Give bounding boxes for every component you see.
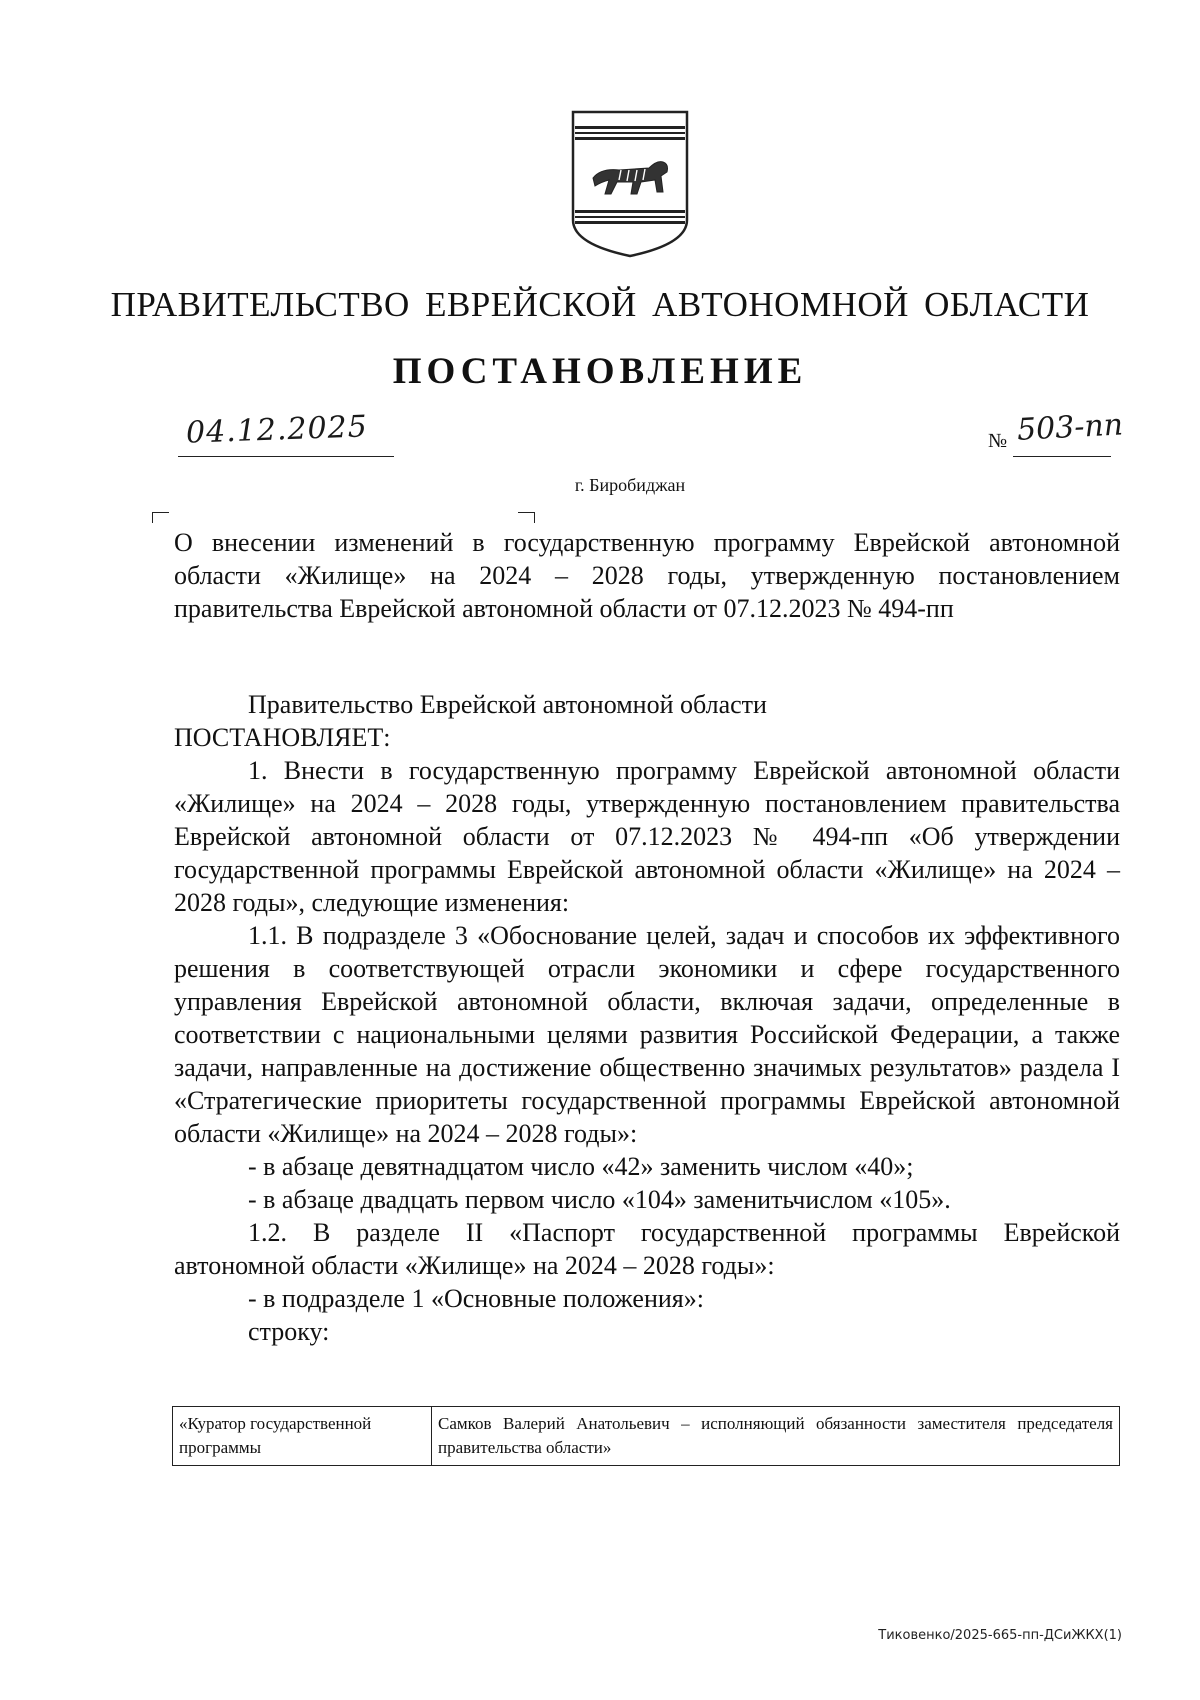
table-cell-label: «Куратор государственной программы <box>173 1407 432 1466</box>
handwritten-date: 04.12.2025 <box>185 409 369 451</box>
subject-bracket-right <box>518 512 535 523</box>
document-type-title: ПОСТАНОВЛЕНИЕ <box>392 351 808 392</box>
number-underline <box>1013 456 1111 457</box>
subsection-line: - в подразделе 1 «Основные положения»: <box>248 1284 704 1313</box>
bullet-1: - в абзаце девятнадцатом число «42» заменить числом «40»; <box>248 1152 914 1181</box>
subject-bracket-left <box>152 512 169 523</box>
resolves-word: ПОСТАНОВЛЯЕТ: <box>174 723 391 752</box>
paragraph-1: 1. Внести в государственную программу Еврейской автономной области «Жилище» на 2024 – 2028 годы, утвержденную постановлением правительства Еврейской автономной области от 07.12.2023 № 494-пп «Об утверждении государственной программы Еврейской автономной области «Жилище» на 2024 – 2028 годы», следующие изменения: <box>174 756 1120 917</box>
footer-document-code: Тиковенко/2025-665-пп-ДСиЖКХ(1) <box>878 1628 1122 1643</box>
bullet-2: - в абзаце двадцать первом число «104» заменитьчислом «105». <box>248 1185 951 1214</box>
document-subject: О внесении изменений в государственную программу Еврейской автономной области «Жилище» на 2024 – 2028 годы, утвержденную постановлением правительства Еврейской автономной области от 07.12.2023 № 494-пп <box>174 528 1120 623</box>
government-title: ПРАВИТЕЛЬСТВО ЕВРЕЙСКОЙ АВТОНОМНОЙ ОБЛАСТИ <box>110 285 1090 324</box>
city-name: г. Биробиджан <box>574 475 686 495</box>
table-row <box>173 1407 1120 1466</box>
table-cell-value: Самков Валерий Анатольевич – исполняющий обязанности заместителя председателя правительства области» <box>432 1407 1120 1466</box>
coat-of-arms-icon <box>571 110 689 258</box>
paragraph-1-2: 1.2. В разделе II «Паспорт государственной программы Еврейской автономной области «Жилище» на 2024 – 2028 годы»: <box>174 1218 1120 1280</box>
row-word: строку: <box>248 1317 330 1346</box>
preamble: Правительство Еврейской автономной области <box>248 690 767 719</box>
document-body <box>174 688 1120 1348</box>
date-underline <box>178 456 394 457</box>
paragraph-1-1: 1.1. В подразделе 3 «Обоснование целей, задач и способов их эффективного решения в соответствующей отрасли экономики и сфере государственного управления Еврейской автономной области, включая задачи, определенные в соответствии с национальными целями развития Российской Федерации, а также задачи, направленные на достижение общественно значимых результатов» раздела I «Стратегические приоритеты государственной программы Еврейской автономной области «Жилище» на 2024 – 2028 годы»: <box>174 921 1120 1148</box>
handwritten-number: 503-пп <box>1016 407 1124 448</box>
number-label: № <box>988 430 1008 452</box>
curator-table <box>172 1406 1120 1466</box>
